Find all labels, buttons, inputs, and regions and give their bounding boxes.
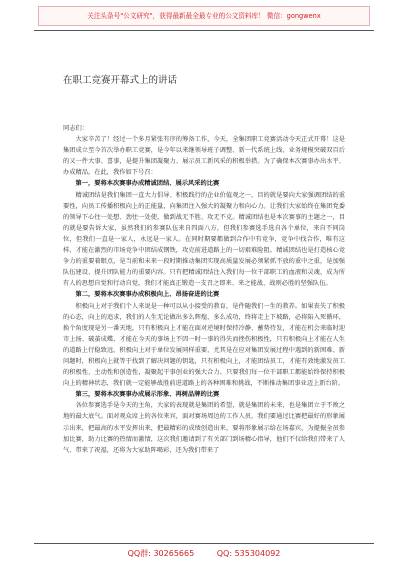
header-banner: 关注头条号"公文研究"，获得最新最全最专业的公文资料库！ 微信：gongwenx [38,6,370,26]
footer-divider [34,543,374,544]
paragraph: 积极向上对于我们个人来说是一种可以从小接受的教育，是件随我们一生的教养。如果丧失了积极的心态，向上的追求，我们的人生无论做出多么辉煌，多么成功，终将走上下坡路，必将陷入死循环，换个角度现是另一番天地，只有积极向上才能在面对逆境时保持冷静、蓄势待发，才能在机会来临时迎市上扬、破茧成蝶，才能在今天的事场上不因一时一事的得失而挫伤积极性，只有积极向上才能在人生的道路上行稳致远。积极向上对于单位发展同样重要，尤其是在应对集团发展过程中遇到的新困难、新问题时，积极向上就等于找到了解决问题的钥匙，只有积极向上，才能团结员工，才能有效地激发员工的积极性、主动性和创造性，凝聚起干事创业的强大合力。只要我们每一位干部职工都能始终保持积极向上的精神状态，我们就一定能够战胜前进道路上的各种困难和挑战，不断推动集团事业迈上新台阶。 [63,302,345,388]
paragraph: 大家辛苦了！经过一个多月紧张有序的筹备工作，今天，全集团职工竞赛活动今天正式开幕！这是集团成立至今首次举办职工竞赛，是今年以来继领导班子调整、新一代系统上线、业务规模突破双百后的又一件大事、喜事，是提升集团凝聚力、展示员工新风采的积极举措。为了确保本次赛事办出水平、办成精品，在此，我作如下号召： [63,136,345,177]
paragraph: 各位参赛选手是今天的主角，大家的表现就是集团的希望，就是集团的未来，也是集团立于不败之地的最大底气。面对观众席上的各位来宾，面对赛场周边的工作人员，我们要通过比赛把最好的形象展示出来，把最高的水平发挥出来，把最精彩的成绩创造出来，要将形象展示给在场嘉宾，为提振全员参加比赛，助力比赛的热情而激情，这次我们邀请到了有关部门到场精心指导，他们不仅给我们带来了人气、带来了祝福，还将为大家助阵喝彩，还为我们带来了 [63,402,345,454]
section-heading: 第三，要将本次赛事办成展示形象、再树品牌的比赛 [75,391,220,399]
document-title: 在职工竞赛开幕式上的讲话 [63,75,178,86]
paragraph: 精诚团结是我们集团一直大力倡导、积极践行的企业价值观之一，目的就是要向大家强调团结的重要性，向员工传播积极向上的正能量，向集团注入强大的凝聚力和向心力。让我们大家始终在集团党委的领导下心往一处想、劲往一处使，做到战无不胜、攻无不克。精诚团结也是本次赛事的主题之一，目的就是要告诉大家，虽然我们的参赛队伍来自四面八方，但我们参赛选手选自各个单位，来自不同岗位，但我们一直是一家人，永远是一家人。在同时期要都做到合作中有竞争，竞争中找合作，唯有这样，才能在激烈的市场竞争中团结成钢铁，攻克前进道路上的一切艰难险阻。精诚团结也是打造核心竞争力的重要着眼点，是当前和未来一段时期推动集团实现高质量发展必须紧抓不放的重中之重，是加强队伍建设、提升团队能力的重要内容。只有把精诚团结注入我们每一位干部职工的血液和灵魂，成为所有人的思想自觉和行动自觉，我们才能真正锻造一支召之即来、来之能战、战则必胜的坚强队伍。 [63,191,345,288]
section-heading: 第一，要将本次赛事办成精诚团结、展示风采的比赛 [75,180,220,188]
footer [0,548,408,559]
section-heading: 第二，要将本次赛事办成积极向上、昂扬奋进的比赛 [75,291,220,299]
document-body [63,123,345,456]
header-divider [34,30,374,31]
footer-qq-contact: QQ: 535304092 [216,549,281,558]
greeting: 同志们： [63,125,88,132]
footer-qq-group: QQ群: 30265665 [127,549,195,558]
